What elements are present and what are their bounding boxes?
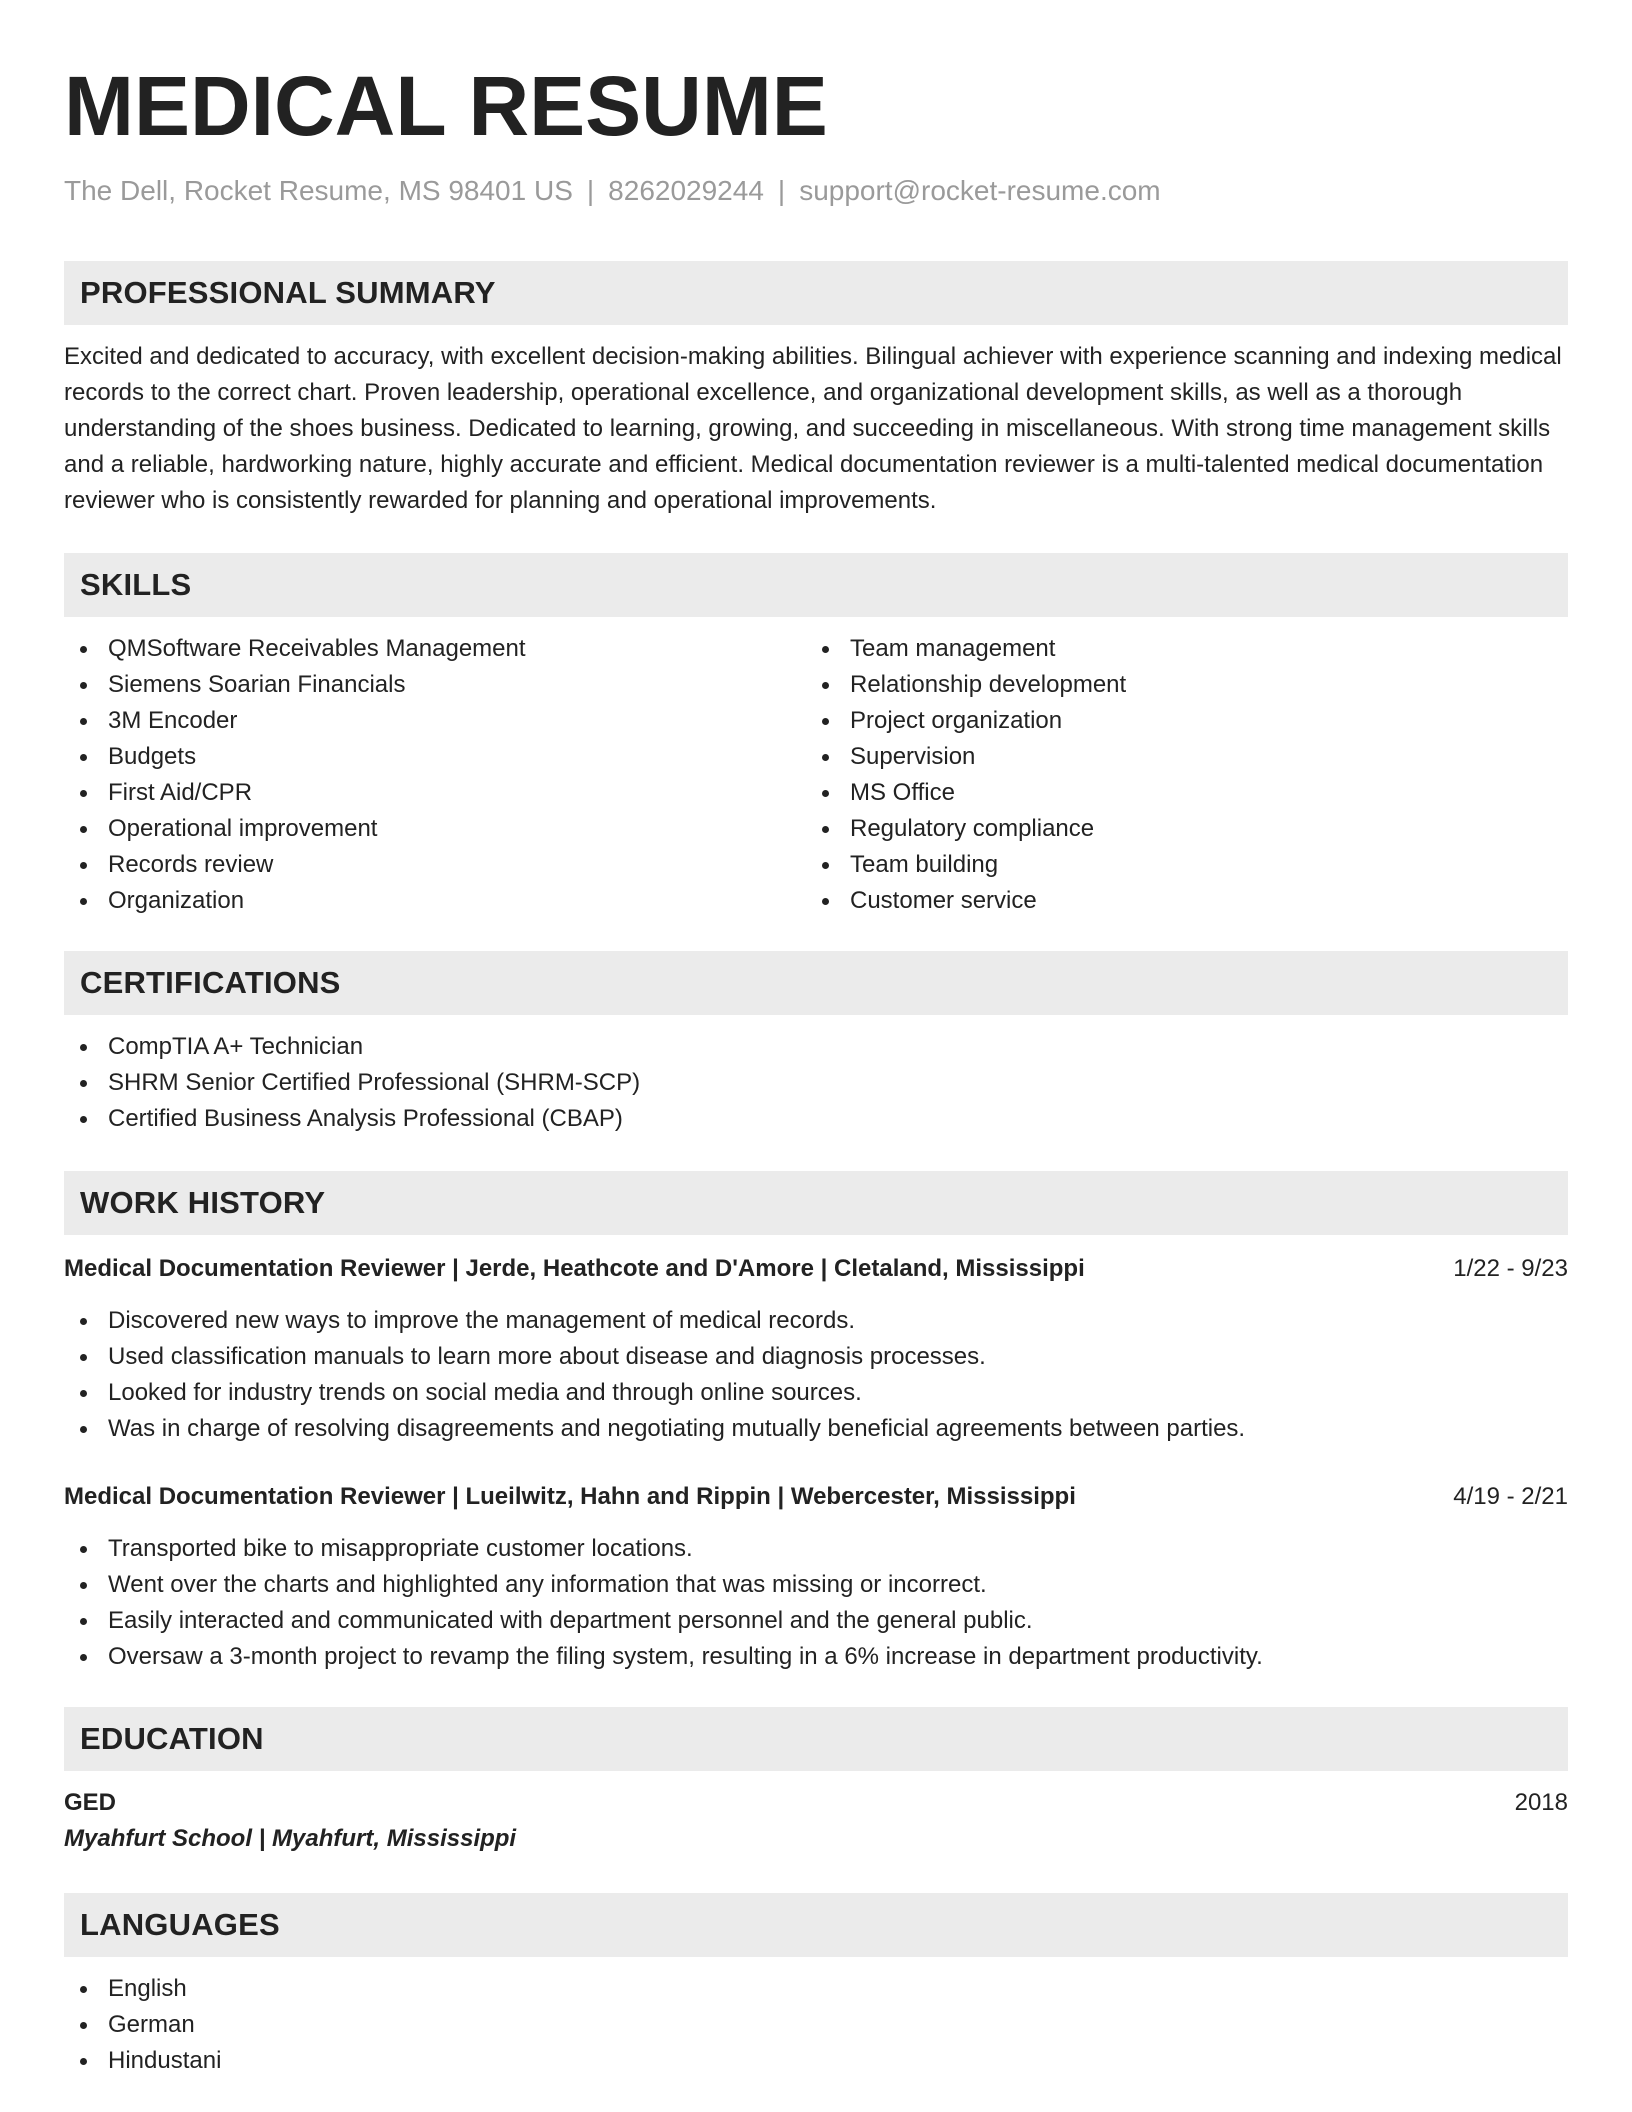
job-title: Medical Documentation Reviewer | Lueilwitz, Hahn and Rippin | Webercester, Mississippi — [64, 1482, 1076, 1510]
job-bullet: Discovered new ways to improve the management of medical records. — [64, 1303, 1568, 1339]
skill-item: Siemens Soarian Financials — [64, 667, 806, 703]
certification-item: CompTIA A+ Technician — [64, 1029, 1568, 1065]
skill-item: Organization — [64, 883, 806, 919]
job-dates: 4/19 - 2/21 — [1453, 1482, 1568, 1510]
contact-separator: | — [777, 175, 786, 206]
skills-list-right — [806, 631, 1548, 919]
skill-item: Supervision — [806, 739, 1548, 775]
job-entry — [64, 1479, 1568, 1675]
job-bullet: Oversaw a 3-month project to revamp the filing system, resulting in a 6% increase in department productivity. — [64, 1639, 1568, 1675]
skill-item: QMSoftware Receivables Management — [64, 631, 806, 667]
skill-item: 3M Encoder — [64, 703, 806, 739]
job-bullet: Was in charge of resolving disagreements and negotiating mutually beneficial agreements between parties. — [64, 1411, 1568, 1447]
certification-item: Certified Business Analysis Professional (CBAP) — [64, 1101, 1568, 1137]
skills-grid — [64, 631, 1568, 919]
languages-list — [64, 1971, 1568, 2079]
job-dates: 1/22 - 9/23 — [1453, 1254, 1568, 1282]
contact-address: The Dell, Rocket Resume, MS 98401 US — [64, 175, 573, 206]
job-header — [64, 1251, 1568, 1287]
work-history-section — [64, 1171, 1568, 1675]
contact-phone: 8262029244 — [608, 175, 764, 206]
certifications-list — [64, 1029, 1568, 1137]
job-title: Medical Documentation Reviewer | Jerde, Heathcote and D'Amore | Cletaland, Mississippi — [64, 1254, 1085, 1282]
skill-item: Records review — [64, 847, 806, 883]
education-header — [64, 1785, 1568, 1821]
contact-email: support@rocket-resume.com — [799, 175, 1161, 206]
job-bullet: Used classification manuals to learn more about disease and diagnosis processes. — [64, 1339, 1568, 1375]
skill-item: Project organization — [806, 703, 1548, 739]
skill-item: Team building — [806, 847, 1548, 883]
job-bullets — [64, 1531, 1568, 1675]
work-history-heading: WORK HISTORY — [64, 1171, 1568, 1235]
skill-item: Budgets — [64, 739, 806, 775]
job-bullet: Looked for industry trends on social media and through online sources. — [64, 1375, 1568, 1411]
job-bullet: Went over the charts and highlighted any information that was missing or incorrect. — [64, 1567, 1568, 1603]
certification-item: SHRM Senior Certified Professional (SHRM-SCP) — [64, 1065, 1568, 1101]
education-degree: GED — [64, 1788, 117, 1816]
skill-item: MS Office — [806, 775, 1548, 811]
language-item: Hindustani — [64, 2043, 1568, 2079]
resume-name: MEDICAL RESUME — [64, 59, 828, 153]
education-year: 2018 — [1514, 1788, 1568, 1816]
contact-line — [64, 174, 1568, 208]
education-school: Myahfurt School | Myahfurt, Mississippi — [64, 1824, 517, 1852]
job-bullet: Easily interacted and communicated with department personnel and the general public. — [64, 1603, 1568, 1639]
language-item: German — [64, 2007, 1568, 2043]
summary-heading: PROFESSIONAL SUMMARY — [64, 261, 1568, 325]
languages-heading: LANGUAGES — [64, 1893, 1568, 1957]
skill-item: Team management — [806, 631, 1548, 667]
certifications-heading: CERTIFICATIONS — [64, 951, 1568, 1015]
skill-item: Regulatory compliance — [806, 811, 1548, 847]
job-bullet: Transported bike to misappropriate customer locations. — [64, 1531, 1568, 1567]
skill-item: Customer service — [806, 883, 1548, 919]
education-heading: EDUCATION — [64, 1707, 1568, 1771]
skills-heading: SKILLS — [64, 553, 1568, 617]
education-section — [64, 1707, 1568, 1857]
summary-text: Excited and dedicated to accuracy, with excellent decision-making abilities. Bilingual achiever with experience scanning and indexing medical records to the correct chart. Proven leadership, operational excellence, and organizational development skills, as well as a thorough understanding of the shoes business. Dedicated to learning, growing, and succeeding in miscellaneous. With strong time management skills and a reliable, hardworking nature, highly accurate and efficient. Medical documentation reviewer is a multi-talented medical documentation reviewer who is consistently rewarded for planning and operational improvements. — [64, 342, 1562, 514]
languages-section — [64, 1893, 1568, 2079]
language-item: English — [64, 1971, 1568, 2007]
certifications-section — [64, 951, 1568, 1137]
skill-item: First Aid/CPR — [64, 775, 806, 811]
skills-list-left — [64, 631, 806, 919]
job-header — [64, 1479, 1568, 1515]
summary-section — [64, 261, 1568, 519]
skill-item: Relationship development — [806, 667, 1548, 703]
job-bullets — [64, 1303, 1568, 1447]
contact-separator: | — [586, 175, 595, 206]
skills-section — [64, 553, 1568, 919]
skill-item: Operational improvement — [64, 811, 806, 847]
job-entry — [64, 1251, 1568, 1447]
